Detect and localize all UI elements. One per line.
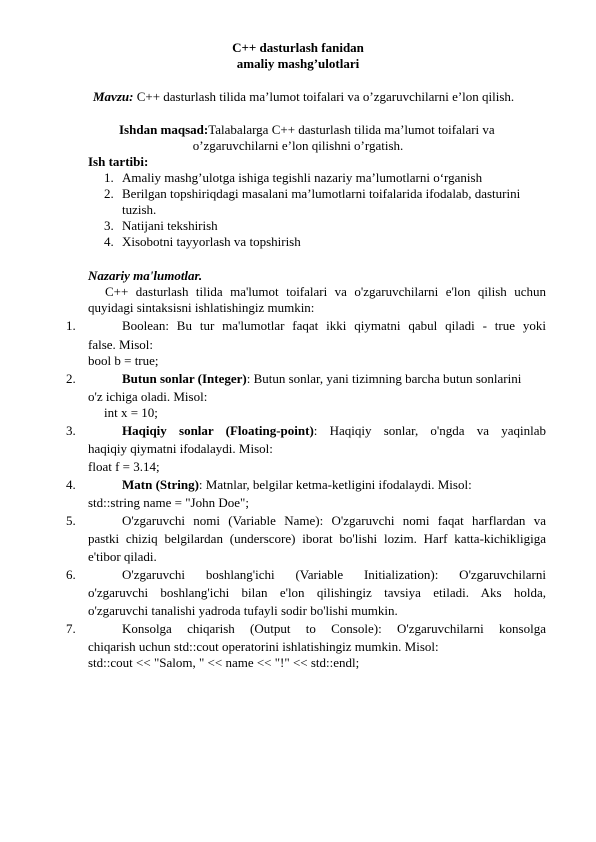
theory-item-number: 1. [66,318,76,333]
document-subtitle: amaliy mashg’ulotlari [236,56,360,71]
theory-item-term: Haqiqiy sonlar (Floating-point) [122,423,314,438]
code-example: int x = 10; [104,405,158,420]
theory-item-first-line: Konsolga chiqarish (Output to Console): O'zgaruvchilarni konsolga [122,621,546,636]
theory-item-line: o'z ichiga oladi. Misol: [88,389,208,404]
goal-line-2: o’zgaruvchilarni e’lon qilishni o’rgatish. [192,138,404,153]
work-plan-item-text: tuzish. [122,202,157,217]
goal-label: Ishdan maqsad: [119,122,209,137]
theory-item-first-line: O'zgaruvchi boshlang'ichi (Variable Initialization): O'zgaruvchilarni [122,567,546,582]
theory-item-term: Matn (String) [122,477,199,492]
theory-item-number: 3. [66,423,76,438]
theory-item-number: 6. [66,567,76,582]
topic-line [93,89,514,105]
goal-line-1 [119,122,495,138]
theory-item-line: o'zgaruvchi boshlang'ichi bilan e'lon qilishingiz tavsiya etiladi. Aks holda, [88,585,546,600]
code-example: std::cout << "Salom, " << name << "!" << std::endl; [88,655,360,670]
theory-item-desc: : Butun sonlar, yani tizimning barcha butun sonlarini [246,371,522,386]
theory-item-first-line: O'zgaruvchi nomi (Variable Name): O'zgaruvchi nomi faqat harflardan va [122,513,546,528]
theory-item-number: 2. [66,371,76,386]
theory-item-desc: : Haqiqiy sonlar, o'ngda va yaqinlab [313,423,547,438]
theory-item-line: o'zgaruvchi tanalishi yadroda tufayli sodir bo'lishi mumkin. [88,603,398,618]
theory-item-first-line [122,318,546,334]
work-plan-item-number: 2. [104,186,114,201]
theory-item-line: pastki chiziq belgilardan (underscore) iborat bo'lishi lozim. Harf katta-kichikligiga [88,531,546,546]
topic-text: C++ dasturlash tilida ma’lumot toifalari va o’zgaruvchilarni e’lon qilish. [133,89,515,104]
theory-intro-line-2: quyidagi sintaksisni ishlatishingiz mumkin: [88,300,315,315]
work-plan-item-number: 4. [104,234,114,249]
theory-item-first-line [122,371,521,387]
code-example: float f = 3.14; [88,459,160,474]
theory-intro-line-1: C++ dasturlash tilida ma'lumot toifalari va o'zgaruvchilarni e'lon qilish uchun [105,284,546,299]
goal-text-1: Talabalarga C++ dasturlash tilida ma’lumot toifalari va [208,122,495,137]
theory-heading: Nazariy ma'lumotlar. [88,268,203,283]
theory-item-line: false. Misol: [88,337,153,352]
theory-item-first-line [122,423,546,439]
theory-item-line: chiqarish uchun std::cout operatorini ishlatishingiz mumkin. Misol: [88,639,439,654]
theory-item-number: 7. [66,621,76,636]
document-title: C++ dasturlash fanidan [232,40,364,55]
theory-item-line: e'tibor qiladi. [88,549,157,564]
theory-item-number: 5. [66,513,76,528]
theory-item-desc: : Matnlar, belgilar ketma-ketligini ifodalaydi. Misol: [198,477,472,492]
theory-item-first-line [122,477,472,493]
work-plan-item-number: 3. [104,218,114,233]
code-example: std::string name = "John Doe"; [88,495,249,510]
work-plan-item-text: Xisobotni tayyorlash va topshirish [122,234,301,249]
work-plan-item-text: Berilgan topshiriqdagi masalani ma’lumotlarni toifalarida ifodalab, dasturini [122,186,521,201]
theory-item-number: 4. [66,477,76,492]
theory-item-desc: Boolean: Bu tur ma'lumotlar faqat ikki qiymatni qabul qiladi - true yoki [122,318,546,333]
topic-label: Mavzu: [93,89,134,104]
work-plan-heading: Ish tartibi: [88,154,149,169]
work-plan-item-text: Natijani tekshirish [122,218,218,233]
code-example: bool b = true; [88,353,159,368]
theory-item-line: haqiqiy qiymatni ifodalaydi. Misol: [88,441,273,456]
work-plan-item-text: Amaliy mashg’ulotga ishiga tegishli nazariy ma’lumotlarni o‘rganish [122,170,483,185]
theory-item-term: Butun sonlar (Integer) [122,371,247,386]
work-plan-item-number: 1. [104,170,114,185]
